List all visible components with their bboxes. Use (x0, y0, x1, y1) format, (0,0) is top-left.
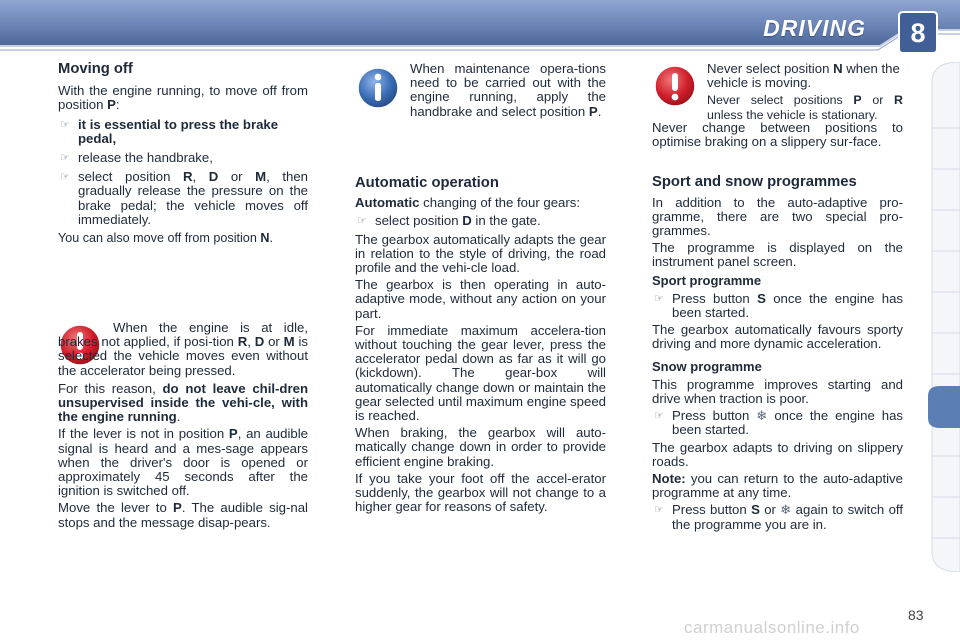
warning-lever-text: If the lever is not in position P, an audible signal is heard and a mes-sage appears when the driver's door is opened or approximately 45 seconds after the ignition is switched off. (58, 426, 308, 499)
warning-block-neutral (707, 62, 903, 125)
warning-idle-text: When the engine is at idle, brakes not applied, if posi-tion R, D or M is selected the vehicle moves even without the accelerator being pressed. (58, 320, 309, 378)
info-block-maintenance (410, 62, 606, 122)
heading-snow-programme: Snow programme (652, 358, 762, 374)
warning-block-idle (58, 321, 308, 533)
bullet-release-handbrake: ☞ release the handbrake, (58, 151, 308, 165)
column-sport-snow (652, 121, 903, 535)
warning-move-lever-text: Move the lever to P. The audible sig-nal stops and the message disap-pears. (58, 500, 308, 530)
paragraph-braking: When braking, the gearbox will auto-matically change down in order to provide efficient engine braking. (355, 425, 606, 469)
snowflake-icon: ❄ (756, 408, 768, 424)
paragraph-adapts: The gearbox automatically adapts the gear in relation to the style of driving, the road profile and the vehi-cle load. (355, 231, 606, 276)
paragraph-move-off-n: You can also move off from position N. (58, 231, 273, 246)
bullet-select-position: ☞ select position R, D or M, then gradually release the pressure on the brake pedal; the vehicle moves off immediately. (58, 170, 308, 227)
paragraph-traction: This programme improves starting and drive when traction is poor. (652, 376, 903, 407)
bullet-switch-off: ☞ Press button S or ❄ again to switch off the programme you are in. (652, 503, 903, 531)
heading-moving-off: Moving off (58, 61, 133, 77)
bullet-press-brake: ☞ it is essential to press the brake pedal, (58, 118, 308, 146)
paragraph-auto-adaptive: The gearbox is then operating in auto-adaptive mode, without any action on your part. (355, 277, 606, 321)
paragraph-intro: With the engine running, to move off from position P: (58, 83, 308, 113)
chapter-number: 8 (910, 18, 926, 48)
watermark: carmanualsonline.info (684, 618, 860, 637)
warning-icon (653, 64, 697, 108)
heading-sport-programme: Sport programme (652, 272, 762, 288)
info-maintenance-text: When maintenance opera-tions need to be carried out with the engine running, apply the handbrake and select position P. (410, 61, 606, 119)
paragraph-automatic: Automatic changing of the four gears: (355, 195, 581, 211)
heading-automatic-operation: Automatic operation (355, 175, 499, 191)
bullet-press-s: ☞ Press button S once the engine has been started. (652, 292, 903, 320)
column-automatic-operation (355, 176, 606, 517)
snowflake-icon: ❄ (780, 502, 792, 518)
paragraph-never-change: Never change between positions to optimise braking on a slippery sur-face. (652, 120, 903, 150)
bullet-press-snow: ☞ Press button ❄ once the engine has been started. (652, 409, 903, 437)
chapter-tabs (928, 62, 960, 572)
paragraph-foot-off: If you take your foot off the accel-erator suddenly, the gearbox will not change to a higher gear for reasons of safety. (355, 470, 606, 515)
info-icon (356, 66, 400, 110)
column-moving-off (58, 62, 308, 248)
paragraph-note: Note: you can return to the auto-adaptive programme at any time. (652, 471, 903, 501)
header-band (0, 0, 960, 56)
bullet-select-d: ☞ select position D in the gate. (355, 214, 606, 228)
paragraph-programme-displayed: The programme is displayed on the instrument panel screen. (652, 240, 903, 270)
paragraph-slippery-roads: The gearbox adapts to driving on slippery roads. (652, 439, 903, 469)
warning-never-p-r: Never select positions P or R unless the vehicle is stationary. (707, 93, 903, 122)
paragraph-kickdown: For immediate maximum accelera-tion without touching the gear lever, press the accelerator pedal down as far as it will go (kickdown). The gear-box will automatically change down or maintain the gear selected until maximum engine speed is reached. (355, 322, 606, 424)
paragraph-special-programmes: In addition to the auto-adaptive pro-gramme, there are two special pro-grammes. (652, 194, 903, 239)
paragraph-sporty-driving: The gearbox automatically favours sporty driving and more dynamic acceleration. (652, 322, 903, 352)
page-number: 83 (908, 607, 924, 623)
warning-children-text: For this reason, do not leave chil-dren unsupervised inside the vehi-cle, with the engine running. (58, 380, 309, 425)
warning-never-n: Never select position N when the vehicle is moving. (707, 61, 900, 91)
active-chapter-tab[interactable] (928, 386, 960, 428)
chapter-title: DRIVING (763, 15, 866, 41)
heading-sport-snow: Sport and snow programmes (652, 174, 857, 191)
